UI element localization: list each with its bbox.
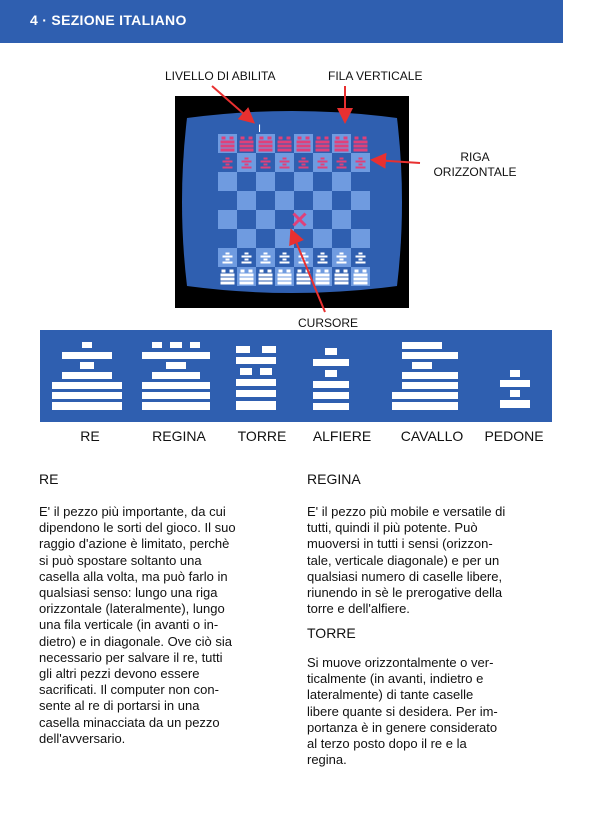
callout-level: LIVELLO DI ABILITA: [165, 69, 276, 83]
board-square: [351, 191, 370, 210]
board-square: [294, 210, 313, 229]
board-square: [218, 191, 237, 210]
paragraph-torre: Si muove orizzontalmente o ver- ticalmente (in avanti, indietro e lateralmente) di tante caselle libere quante si desidera. Per im- portanza è in genere considerato al terzo posto dopo il re e la regina.: [307, 655, 498, 768]
tv-screen: [175, 96, 409, 308]
page-title: 4 · SEZIONE ITALIANO: [30, 12, 187, 28]
chessboard-display: [175, 96, 409, 308]
piece-label-alfiere: ALFIERE: [312, 428, 372, 444]
board-square: [275, 210, 294, 229]
board-square: [237, 210, 256, 229]
heading-regina: REGINA: [307, 471, 361, 487]
chessboard-grid: [218, 134, 370, 286]
piece-label-re: RE: [80, 428, 100, 444]
piece-label-cavallo: CAVALLO: [400, 428, 464, 444]
board-square: [256, 210, 275, 229]
board-square: [313, 172, 332, 191]
board-square: [275, 229, 294, 248]
piece-label-regina: REGINA: [152, 428, 206, 444]
board-square: [256, 191, 275, 210]
bishop-icon: [313, 348, 349, 410]
board-square: [332, 229, 351, 248]
paragraph-re: E' il pezzo più importante, da cui dipendono le sorti del gioco. Il suo raggio d'azione è limitato, perchè si può spostare soltanto una casella alla volta, ma può farlo in qualsiasi senso: lungo una riga orizzontale (lateralmente), lungo una fila verticale (in avanti o in- dietro) e in diagonale. Ove ciò sia necessario per salvare il re, tutti gli altri pezzi devono essere sacrificati. Il computer non con- sente al re di portarsi in una casella minacciata da un pezzo dell'avversario.: [39, 504, 236, 746]
heading-torre: TORRE: [307, 625, 356, 641]
piece-label-pedone: PEDONE: [484, 428, 544, 444]
board-square: [332, 191, 351, 210]
board-square: [294, 172, 313, 191]
board-square: [256, 229, 275, 248]
board-square: [294, 229, 313, 248]
heading-re: RE: [39, 471, 59, 487]
board-square: [294, 191, 313, 210]
board-square: [256, 172, 275, 191]
pieces-strip: [40, 330, 552, 422]
header-bar: [0, 0, 563, 43]
pawn-icon: [500, 370, 530, 408]
board-square: [237, 172, 256, 191]
piece-label-torre: TORRE: [237, 428, 287, 444]
board-square: [218, 229, 237, 248]
king-icon: [52, 342, 122, 410]
board-square: [351, 229, 370, 248]
board-square: [237, 229, 256, 248]
callout-file: FILA VERTICALE: [328, 69, 423, 83]
board-square: [313, 210, 332, 229]
board-square: [218, 172, 237, 191]
paragraph-regina: E' il pezzo più mobile e versatile di tutti, quindi il più potente. Può muoversi in tutti i sensi (orizzon- tale, verticale diagonale) e per un qualsiasi numero di caselle libere, riunendo in sè le prerogative della torre e dell'alfiere.: [307, 504, 506, 617]
board-square: [332, 210, 351, 229]
queen-icon: [142, 342, 210, 410]
board-square: [237, 191, 256, 210]
callout-cursor: CURSORE: [298, 316, 359, 330]
board-square: [313, 229, 332, 248]
board-square: [275, 172, 294, 191]
board-square: [351, 210, 370, 229]
board-square: [218, 210, 237, 229]
knight-icon: [392, 342, 458, 410]
callout-rank: [420, 150, 530, 180]
level-indicator: I: [258, 123, 262, 135]
board-square: [351, 172, 370, 191]
callout-rank-text: RIGA ORIZZONTALE: [433, 150, 517, 179]
board-square: [332, 172, 351, 191]
board-square: [313, 191, 332, 210]
rook-icon: [236, 346, 276, 410]
board-square: [275, 191, 294, 210]
